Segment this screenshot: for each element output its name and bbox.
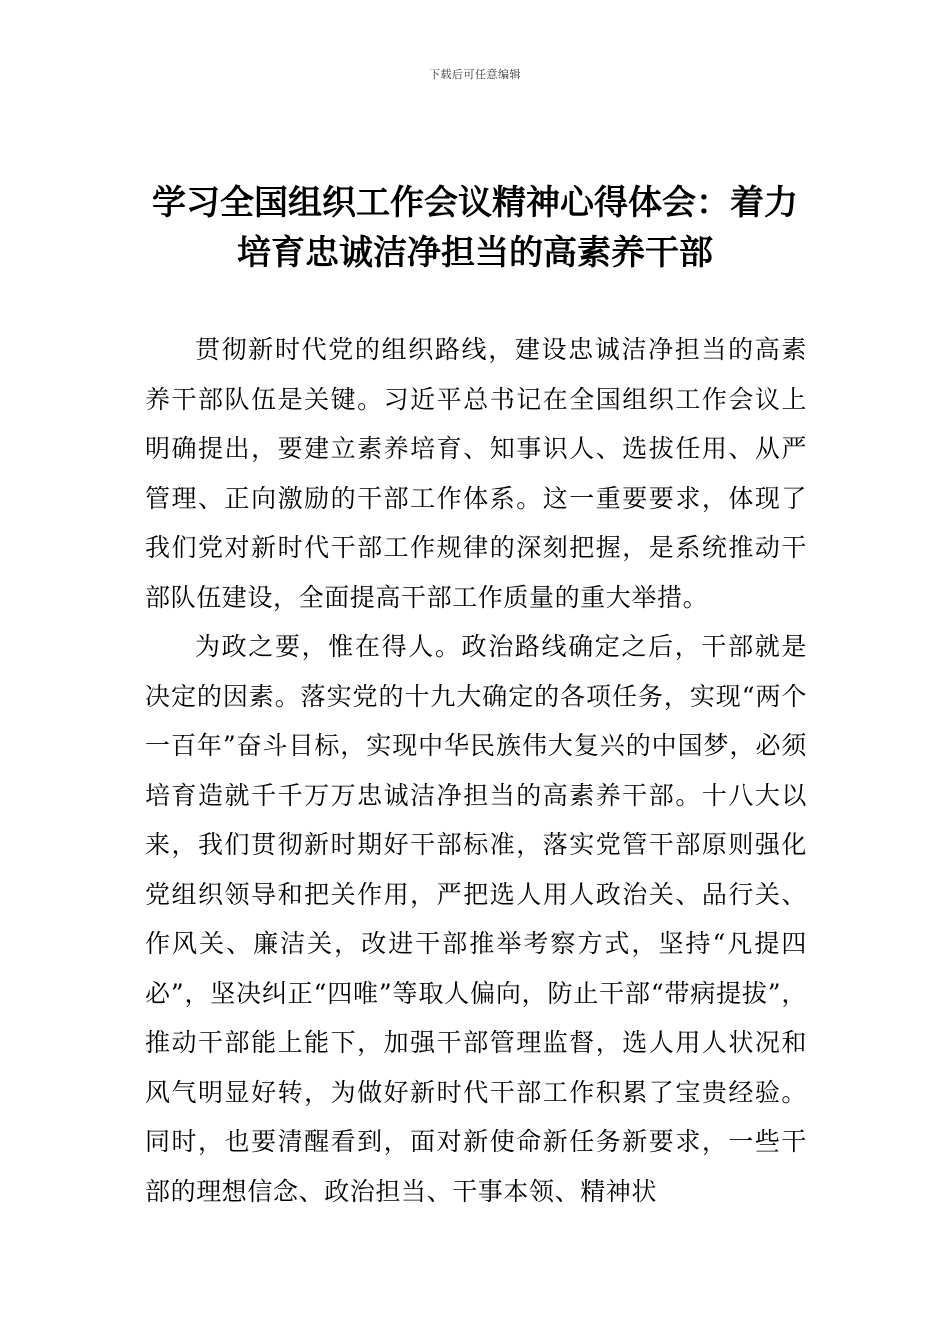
paragraph-2: 为政之要，惟在得人。政治路线确定之后，干部就是决定的因素。落实党的十九大确定的各项任务，实现“两个一百年”奋斗目标，实现中华民族伟大复兴的中国梦，必须培育造就千千万万忠诚洁净担当的高素养干部。十八大以来，我们贯彻新时期好干部标准，落实党管干部原则强化党组织领导和把关作用，严把选人用人政治关、品行关、作风关、廉洁关，改进干部推举考察方式，坚持“凡提四必”，坚决纠正“四唯”等取人偏向，防止干部“带病提拔”，推动干部能上能下，加强干部管理监督，选人用人状况和风气明显好转，为做好新时代干部工作积累了宝贵经验。同时，也要清醒看到，面对新使命新任务新要求，一些干部的理想信念、政治担当、干事本领、精神状 [145, 632, 807, 1206]
paragraph-1: 贯彻新时代党的组织路线，建设忠诚洁净担当的高素养干部队伍是关键。习近平总书记在全国组织工作会议上明确提出，要建立素养培育、知事识人、选拔任用、从严管理、正向激励的干部工作体系。这一重要要求，体现了我们党对新时代干部工作规律的深刻把握，是系统推动干部队伍建设，全面提高干部工作质量的重大举措。 [145, 335, 807, 612]
document-body [145, 325, 807, 1216]
document-title: 学习全国组织工作会议精神心得体会：着力培育忠诚洁净担当的高素养干部 [152, 183, 798, 273]
header-note: 下载后可任意编辑 [429, 68, 521, 81]
